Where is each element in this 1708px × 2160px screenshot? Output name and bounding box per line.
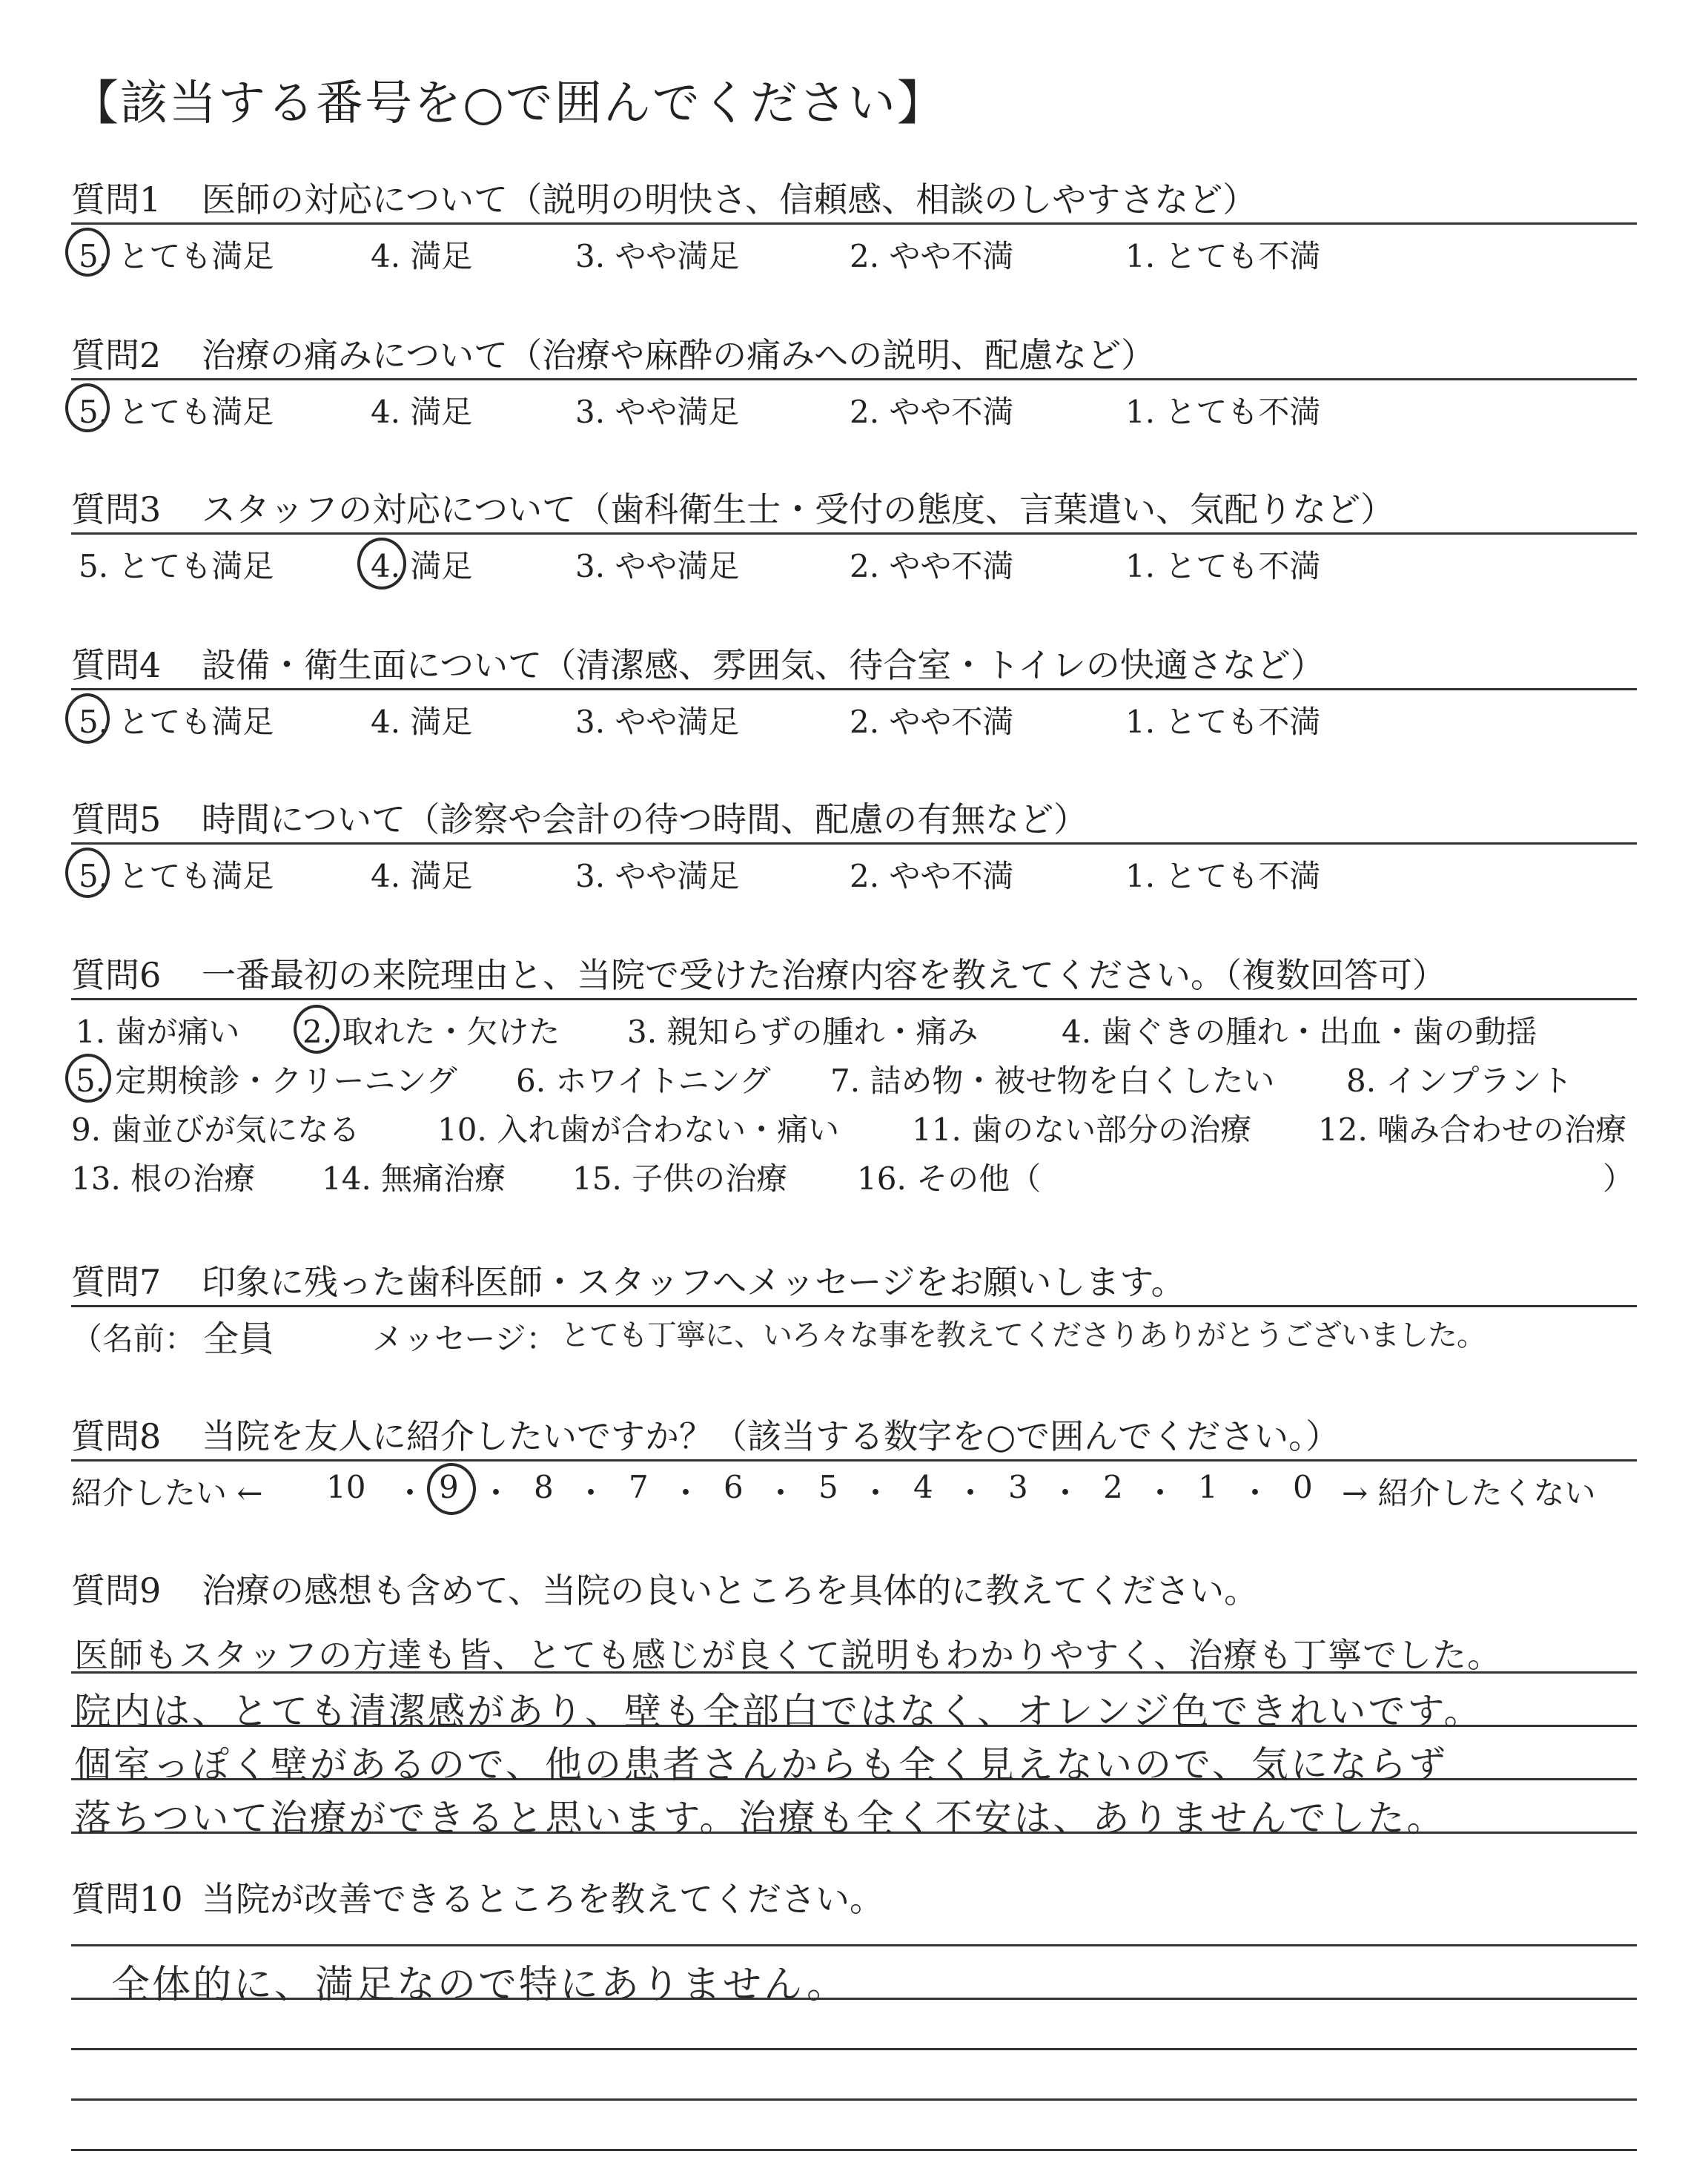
rating-options — [71, 690, 1637, 738]
rating-options — [71, 535, 1637, 582]
scale-left-label: 紹介したい ← — [71, 1475, 263, 1511]
message-value[interactable]: とても丁寧に、いろ々な事を教えてくださりありがとうございました。 — [560, 1318, 1486, 1353]
question-7 — [71, 1259, 1637, 1359]
question-text: 当院が改善できるところを教えてください。 — [202, 1879, 884, 1919]
scale-10[interactable]: 10 — [326, 1469, 366, 1505]
scale-right-label: → 紹介したくない — [1342, 1475, 1596, 1511]
question-text: 印象に残った歯科医師・スタッフへメッセージをお願いします。 — [202, 1262, 1185, 1302]
option-3[interactable]: 3. やや満足 — [575, 704, 740, 740]
option-4[interactable]: 4. 満足 — [371, 704, 473, 740]
option-3[interactable]: 3. やや満足 — [575, 858, 740, 894]
reason-option[interactable]: 15. 子供の治療 — [572, 1160, 788, 1197]
question-label: 質問6 — [71, 955, 162, 995]
option-2[interactable]: 2. やや不満 — [850, 858, 1014, 894]
rating-options — [71, 845, 1637, 892]
answer-circle-mark — [294, 1005, 340, 1054]
answer-circle-mark — [65, 383, 110, 432]
reason-other-option[interactable]: 16. その他（ — [857, 1160, 1042, 1197]
question-text: 設備・衛生面について（清潔感、雰囲気、待合室・トイレの快適さなど） — [202, 645, 1325, 685]
option-1[interactable]: 1. とても不満 — [1125, 394, 1321, 430]
question-6 — [71, 952, 1637, 1196]
option-2[interactable]: 2. やや不満 — [850, 548, 1014, 584]
option-1[interactable]: 1. とても不満 — [1125, 548, 1321, 584]
question-3 — [71, 486, 1637, 582]
reason-option[interactable]: 8. インプラント — [1346, 1063, 1573, 1099]
reason-option[interactable]: 1. 歯が痛い — [76, 1014, 240, 1050]
message-label: メッセージ： — [372, 1321, 557, 1357]
question-label: 質問10 — [71, 1879, 183, 1919]
answer-circle-mark — [357, 538, 406, 589]
reason-option[interactable]: 4. 歯ぐきの腫れ・出血・歯の動揺 — [1062, 1014, 1537, 1050]
question-label: 質問7 — [71, 1262, 162, 1302]
ruled-line — [71, 2149, 1637, 2151]
reason-option[interactable]: 6. ホワイトニング — [516, 1063, 771, 1099]
question-label: 質問3 — [71, 489, 162, 529]
ruled-line — [71, 2098, 1637, 2101]
question-label: 質問8 — [71, 1416, 162, 1456]
question-text: 時間について（診察や会計の待つ時間、配慮の有無など） — [202, 799, 1088, 839]
question-4 — [71, 642, 1637, 738]
scale-6[interactable]: 6 — [724, 1469, 744, 1505]
scale-8[interactable]: 8 — [534, 1469, 554, 1505]
option-5[interactable]: 5. とても満足 — [79, 238, 274, 274]
scale-7[interactable]: 7 — [629, 1469, 649, 1505]
question-text: 医師の対応について（説明の明快さ、信頼感、相談のしやすさなど） — [202, 179, 1257, 219]
page-instruction: 【該当する番号を○で囲んでください】 — [71, 76, 946, 131]
question-2 — [71, 332, 1637, 428]
handwritten-answer-line[interactable]: 医師もスタッフの方達も皆、とても感じが良くて説明もわかりやすく、治療も丁寧でした。 — [74, 1635, 1503, 1675]
question-10 — [71, 1876, 1637, 1922]
option-4[interactable]: 4. 満足 — [371, 548, 473, 584]
option-5[interactable]: 5. とても満足 — [79, 394, 274, 430]
scale-4[interactable]: 4 — [913, 1469, 933, 1505]
reason-option[interactable]: 9. 歯並びが気になる — [71, 1112, 360, 1148]
option-2[interactable]: 2. やや不満 — [850, 394, 1014, 430]
question-text: 治療の感想も含めて、当院の良いところを具体的に教えてください。 — [202, 1571, 1259, 1611]
reason-option[interactable]: 10. 入れ歯が合わない・痛い — [437, 1112, 840, 1148]
rating-options — [71, 225, 1637, 272]
option-3[interactable]: 3. やや満足 — [575, 238, 740, 274]
question-label: 質問9 — [71, 1571, 162, 1611]
reason-option[interactable]: 14. 無痛治療 — [322, 1160, 506, 1197]
option-3[interactable]: 3. やや満足 — [575, 548, 740, 584]
answer-circle-mark — [65, 693, 110, 744]
option-4[interactable]: 4. 満足 — [371, 858, 473, 894]
question-label: 質問2 — [71, 335, 162, 375]
message-row — [71, 1307, 1637, 1359]
answer-circle-mark — [65, 228, 110, 277]
scale-5[interactable]: 5 — [818, 1469, 838, 1505]
option-5[interactable]: 5. とても満足 — [79, 704, 274, 740]
reason-option[interactable]: 3. 親知らずの腫れ・痛み — [627, 1014, 979, 1050]
answer-circle-mark — [65, 1054, 111, 1103]
answer-circle-mark — [427, 1463, 476, 1515]
question-1 — [71, 176, 1637, 272]
scale-9[interactable]: 9 — [439, 1469, 459, 1505]
scale-1[interactable]: 1 — [1198, 1469, 1218, 1505]
option-5[interactable]: 5. とても満足 — [79, 548, 274, 584]
question-label: 質問4 — [71, 645, 162, 685]
handwritten-answer-line[interactable]: 院内は、とても清潔感があり、壁も全部白ではなく、オレンジ色できれいです。 — [74, 1690, 1483, 1733]
reason-other-close: ） — [1603, 1160, 1635, 1197]
answer-circle-mark — [65, 848, 110, 898]
question-8 — [71, 1413, 1637, 1513]
scale-0[interactable]: 0 — [1293, 1469, 1313, 1505]
ruled-line — [71, 1944, 1637, 1946]
reason-option[interactable]: 5. 定期検診・クリーニング — [76, 1063, 457, 1099]
reason-option[interactable]: 7. 詰め物・被せ物を白くしたい — [830, 1063, 1275, 1099]
ruled-line — [71, 2048, 1637, 2050]
name-value[interactable]: 全員 — [203, 1318, 275, 1360]
option-1[interactable]: 1. とても不満 — [1125, 238, 1321, 274]
option-5[interactable]: 5. とても満足 — [79, 858, 274, 894]
handwritten-answer-line[interactable]: 落ちついて治療ができると思います。治療も全く不安は、ありませんでした。 — [74, 1797, 1446, 1840]
question-9 — [71, 1568, 1637, 1614]
option-3[interactable]: 3. やや満足 — [575, 394, 740, 430]
option-4[interactable]: 4. 満足 — [371, 238, 473, 274]
reason-option[interactable]: 11. 歯のない部分の治療 — [912, 1112, 1252, 1148]
scale-2[interactable]: 2 — [1103, 1469, 1123, 1505]
option-4[interactable]: 4. 満足 — [371, 394, 473, 430]
question-text: 一番最初の来院理由と、当院で受けた治療内容を教えてください。（複数回答可） — [202, 955, 1446, 995]
option-2[interactable]: 2. やや不満 — [850, 238, 1014, 274]
option-2[interactable]: 2. やや不満 — [850, 704, 1014, 740]
question-label: 質問1 — [71, 179, 162, 219]
handwritten-answer-line[interactable]: 個室っぽく壁があるので、他の患者さんからも全く見えないので、気にならず — [74, 1743, 1448, 1786]
reason-options — [71, 1000, 1637, 1196]
question-text: スタッフの対応について（歯科衛生士・受付の態度、言葉遣い、気配りなど） — [202, 489, 1395, 529]
question-label: 質問5 — [71, 799, 162, 839]
rating-options — [71, 380, 1637, 428]
recommend-scale: 紹介したい ← 10 ・ 9 ・ 8 ・ 7 ・ 6 ・ 5 ・ 4 ・ 3 ・ 2 ・ 1 ・ 0 → 紹介したくない — [71, 1462, 1637, 1513]
reason-option[interactable]: 12. 噛み合わせの治療 — [1318, 1112, 1627, 1148]
reason-option[interactable]: 2. 取れた・欠けた — [302, 1014, 560, 1050]
name-label: （名前： — [71, 1321, 196, 1357]
question-text: 当院を友人に紹介したいですか？（該当する数字を○で囲んでください。） — [202, 1416, 1340, 1456]
question-text: 治療の痛みについて（治療や麻酔の痛みへの説明、配慮など） — [202, 335, 1156, 375]
option-1[interactable]: 1. とても不満 — [1125, 858, 1321, 894]
question-5 — [71, 796, 1637, 892]
reason-option[interactable]: 13. 根の治療 — [71, 1160, 256, 1197]
handwritten-answer-line[interactable]: 全体的に、満足なので特にありません。 — [111, 1963, 848, 2007]
option-1[interactable]: 1. とても不満 — [1125, 704, 1321, 740]
scale-3[interactable]: 3 — [1008, 1469, 1028, 1505]
